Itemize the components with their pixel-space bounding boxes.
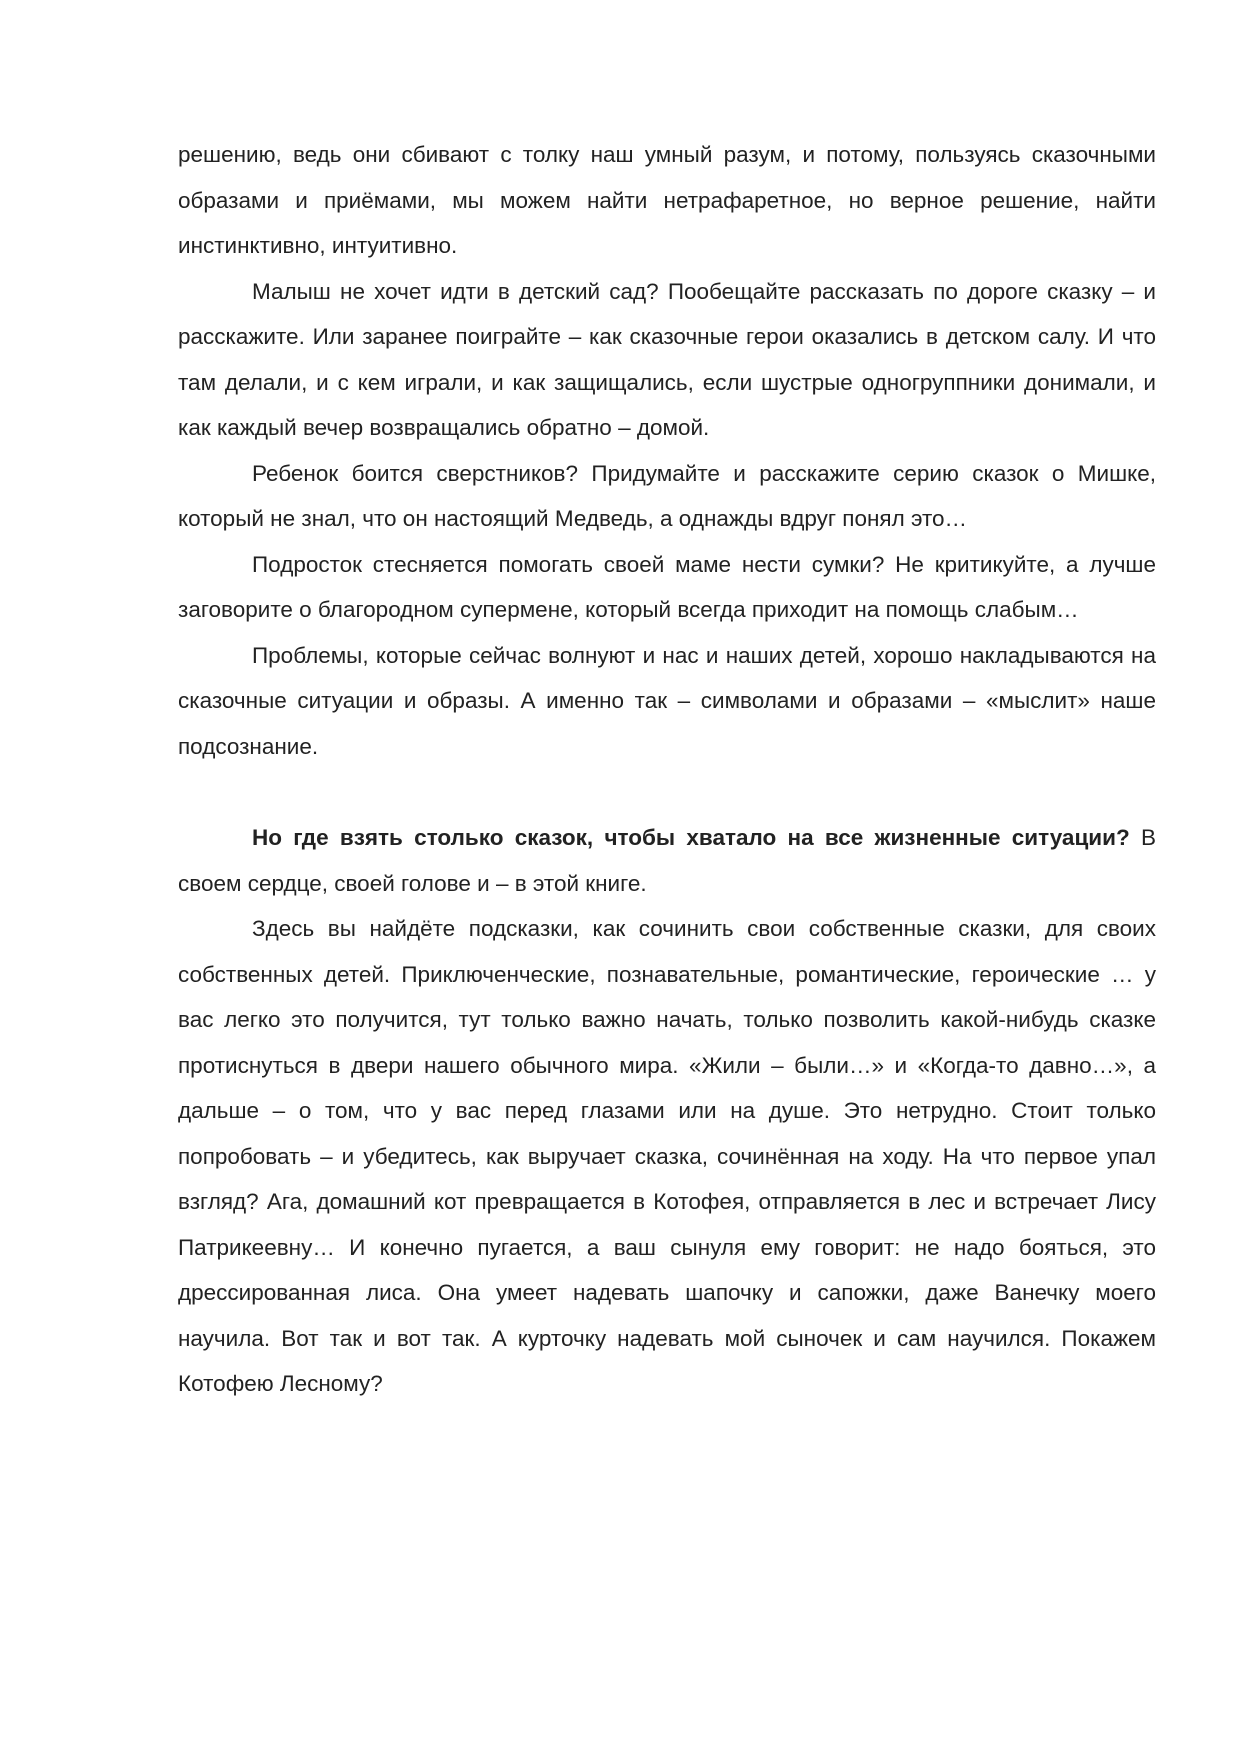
paragraph-6: [178, 815, 1156, 906]
paragraph-2: Малыш не хочет идти в детский сад? Пообещайте рассказать по дороге сказку – и расскажите. Или заранее поиграйте – как сказочные герои оказались в детском салу. И что там делали, и с кем играли, и как защищались, если шустрые одногруппники донимали, и как каждый вечер возвращались обратно – домой.: [178, 278, 1156, 440]
paragraph-6-bold-question: Но где взять столько сказок, чтобы хватало на все жизненные ситуации?: [252, 825, 1130, 850]
paragraph-6-text: В своем сердце, своей голове и – в этой книге.: [178, 825, 1156, 896]
paragraph-4: Подросток стесняется помогать своей маме нести сумки? Не критикуйте, а лучше заговорите о благородном супермене, который всегда приходит на помощь слабым…: [178, 551, 1156, 622]
paragraph-3: Ребенок боится сверстников? Придумайте и расскажите серию сказок о Мишке, который не знал, что он настоящий Медведь, а однажды вдруг понял это…: [178, 460, 1156, 531]
paragraph-1: решению, ведь они сбивают с толку наш умный разум, и потому, пользуясь сказочными образами и приёмами, мы можем найти нетрафаретное, но верное решение, найти инстинктивно, интуитивно.: [178, 142, 1156, 258]
paragraph-5: Проблемы, которые сейчас волнуют и нас и наших детей, хорошо накладываются на сказочные ситуации и образы. А именно так – символами и образами – «мыслит» наше подсознание.: [178, 642, 1156, 759]
paragraph-7: Здесь вы найдёте подсказки, как сочинить свои собственные сказки, для своих собственных детей. Приключенческие, познавательные, романтические, героические … у вас легко это получится, тут только важно начать, только позволить какой-нибудь сказке протиснуться в двери нашего обычного мира. «Жили – были…» и «Когда-то давно…», а дальше – о том, что у вас перед глазами или на душе. Это нетрудно. Стоит только попробовать – и убедитесь, как выручает сказка, сочинённая на ходу. На что первое упал взгляд? Ага, домашний кот превращается в Котофея, отправляется в лес и встречает Лису Патрикеевну… И конечно пугается, а ваш сынуля ему говорит: не надо бояться, это дрессированная лиса. Она умеет надевать шапочку и сапожки, даже Ванечку моего научила. Вот так и вот так. А курточку надевать мой сыночек и сам научился. Покажем Котофею Лесному?: [178, 916, 1156, 1396]
document-page: [178, 132, 1156, 1407]
